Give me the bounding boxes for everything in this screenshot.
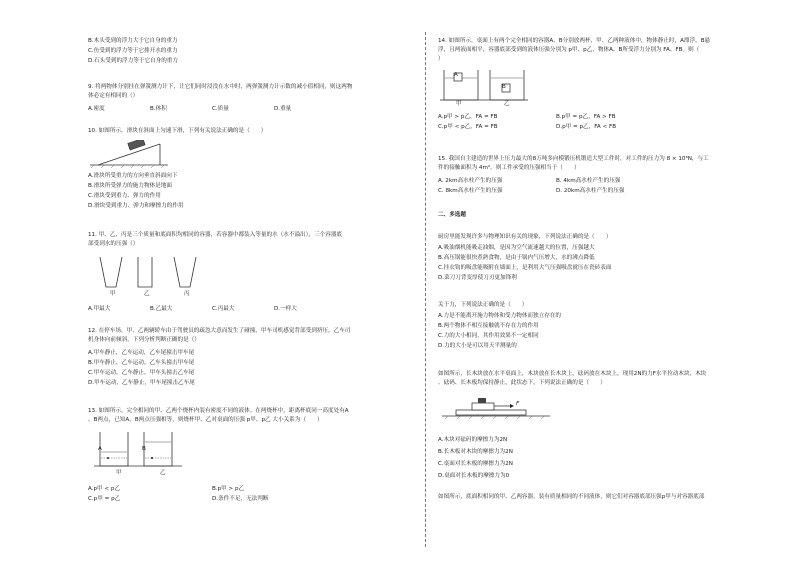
q14-label-a: A [454,72,458,78]
q13-stem: 13. 如图所示，完全相同的甲、乙两个烧杯内装有密度不同的液体。在两烧杯中，距离杯底同一高度处有A [88,408,349,414]
q11-option-b: B.乙最大 [150,306,173,312]
q13-option-b: B.p甲 > p乙 [212,486,245,492]
q11-option-d: D.一样大 [274,306,297,312]
q16-option-d: D.菜刀刀背变厚使刀刃更加锋利 [438,275,517,281]
q10-option-b: B.滑块所受弹力的施力物体是地面 [88,183,172,189]
section-multiple-choice: 二、多选题 [438,212,466,218]
q14-stem-cont: 浮，且两液面相平，容器底部受到的液体压强分别为 p甲、p乙，物体A、B所受浮力分别为 FA、FB。则（ [438,47,700,53]
q17-stem: 关于力，下列说法正确的是（ ） [438,302,528,308]
q9-option-a: A.密度 [88,106,105,112]
floating-objects-figure [440,64,530,104]
q14-option-b: B.p甲 = p乙，FA > FB [556,114,616,120]
incline-figure [90,140,170,168]
q14-option-d: D.p甲 = p乙，FA < FB [556,124,617,130]
q12-option-d: D.甲车运动，乙车静止，甲车尾撞击乙车尾 [88,380,195,386]
q18-option-a: A.木块对砝码的摩擦力为2N [438,437,508,443]
q12-option-c: C.甲车运动，乙车静止，甲车头撞击乙车尾 [88,370,195,376]
q14-label-yi: 乙 [504,101,510,107]
q12-option-b: B.甲车静止，乙车运动，乙车头撞击甲车尾 [88,360,195,366]
q15-option-a: A. 2km高水柱产生的压强 [438,178,503,184]
q13-option-a: A.p甲 < p乙 [88,486,121,492]
q15-option-c: C. 8km高水柱产生的压强 [438,188,503,194]
q13-label-yi: 乙 [160,470,166,476]
q15-stem-cont: 件的接触面积为 4m²，则工件承受的压强相当于（ ） [438,165,580,171]
q11-label-yi: 乙 [144,291,150,297]
q14-option-c: C.p甲 < p乙，FA = FB [438,124,498,130]
q16-option-a: A.吸油烟机能吸走油烟，是因为空气流速越大的位置，压强越大 [438,245,595,251]
q11-option-a: A.甲最大 [88,306,111,312]
q17-option-b: B.两个物体不相互接触就不存在力的作用 [438,323,539,329]
q11-stem-cont: 部受到水的压强（） [88,241,139,247]
q14-label-jia: 甲 [456,101,462,107]
q13-stem-cont: 、B两点，已知A、B两点压强相等，则烧杯甲、乙对桌面的压强 p甲、p乙 大小关系为（ ） [88,417,323,423]
q9-stem-cont: 体必定有相同的（） [88,93,139,99]
q14-label-b: B [502,84,506,90]
q18-option-c: C.桌面对长木板的摩擦力为2N [438,461,513,467]
q18-stem: 如图所示，长木块放在水平桌面上，木块放在长木块上，砝码放在木块上，现用2N的力F水平拉动木块，木块 [438,371,707,377]
q18-option-b: B.长木板对木块的摩擦力为2N [438,449,513,455]
q17-option-c: C.力的大小相同，其作用效果不一定相同 [438,333,539,339]
q11-stem: 11. 甲、乙、丙是三个质量和底面积均相同的容器，若容器中都装入等量的水（水不溢出），三个容器底 [88,232,343,238]
blocks-on-board-figure [442,394,552,420]
three-containers-figure [94,253,204,293]
q8-option-c: C.鱼受到的浮力等于它排开水的重力 [88,48,178,54]
q18-option-d: D.桌面对长木板的摩擦力为0 [438,473,510,479]
force-label: F [516,401,520,407]
q12-stem-cont: 机身体向前倾斜，下列分析判断正确的是（） [88,337,200,343]
q15-option-b: B. 4km高水柱产生的压强 [556,178,621,184]
q11-label-jia: 甲 [110,291,116,297]
q9-option-d: D.重量 [274,106,292,112]
q12-stem: 12. 在停车场，甲、乙两辆轿车由于驾驶员的疏忽大意而发生了碰撞，甲车司机感觉背部受到挤压，乙车司 [88,328,351,334]
q16-option-c: C.挂衣钩的吸盘能吸附在墙面上，是利用大气压强吸盘就压在瓷砖表面 [438,265,612,271]
q13-label-a: A [98,446,102,452]
q11-label-bing: 丙 [184,291,190,297]
q9-option-b: B.体积 [150,106,167,112]
q14-stem: 14. 如图所示，桌面上有两个完全相同的容器A、B分别放两杯，甲、乙两种液体中，物体静止时，A漂浮，B悬 [438,38,711,44]
q9-option-c: C.质量 [212,106,229,112]
q15-stem: 15. 我国自主建造的世界上压力最大的8万吨多向模锻压机锻造大型工件时，对工件的压力为 8 × 10⁸N，与工 [438,156,709,162]
column-divider [425,32,426,547]
q15-option-d: D. 20km高水柱产生的压强 [556,188,625,194]
q18-stem-cont: 、砝码、长木板均保持静止，此状态下，下列说法正确的是（ ） [438,380,606,386]
q12-option-a: A.甲车静止，乙车运动，乙车尾撞击甲车尾 [88,350,195,356]
q13-option-d: D.条件不足，无法判断 [212,496,269,502]
q11-option-c: C.丙最大 [212,306,235,312]
q13-option-c: C.p甲 = p乙 [88,496,121,502]
q14-stem-end: ） [438,56,444,62]
q10-option-c: C.滑块受到重力、弹力的作用 [88,193,161,199]
q17-option-a: A.力是不能离开施力物体和受力物体而独立存在的 [438,313,561,319]
q9-stem: 9. 将两物体分别挂在弹簧测力计下，让它们同时浸没在水中时，两弹簧测力计示数的减小值相同，则这两物 [88,84,353,90]
q16-stem: 厨房里能发现许多与物理知识有关的现象，下列说法正确的是（ ） [438,234,612,240]
q14-option-a: A.p甲 > p乙，FA = FB [438,114,498,120]
q8-option-d: D.石头受到的浮力等于它自身的重力 [88,58,178,64]
q17-option-d: D.力的大小是可以用天平测量的 [438,343,517,349]
q10-option-a: A.滑块所受重力的方向垂直斜面向下 [88,173,178,179]
q8-option-b: B.木头受到的浮力大于它自身的重力 [88,38,178,44]
q10-option-d: D.滑块受到重力、弹力和摩擦力的作用 [88,203,184,209]
q13-label-jia: 甲 [116,470,122,476]
q10-stem: 10. 如图所示，滑块在斜面上匀速下滑，下列有关说法正确的是（ ） [88,128,267,134]
q19-stem: 如图所示，底面积相同的甲、乙两容器，装有质量相同的不同液体，则它们对容器底部压强p甲与对容器底部 [438,494,705,500]
q13-label-b: B [142,446,146,452]
two-beakers-figure [94,428,184,474]
q16-option-b: B.高压锅能很快煮熟食物，是由于锅内气压增大，水的沸点降低 [438,255,595,261]
